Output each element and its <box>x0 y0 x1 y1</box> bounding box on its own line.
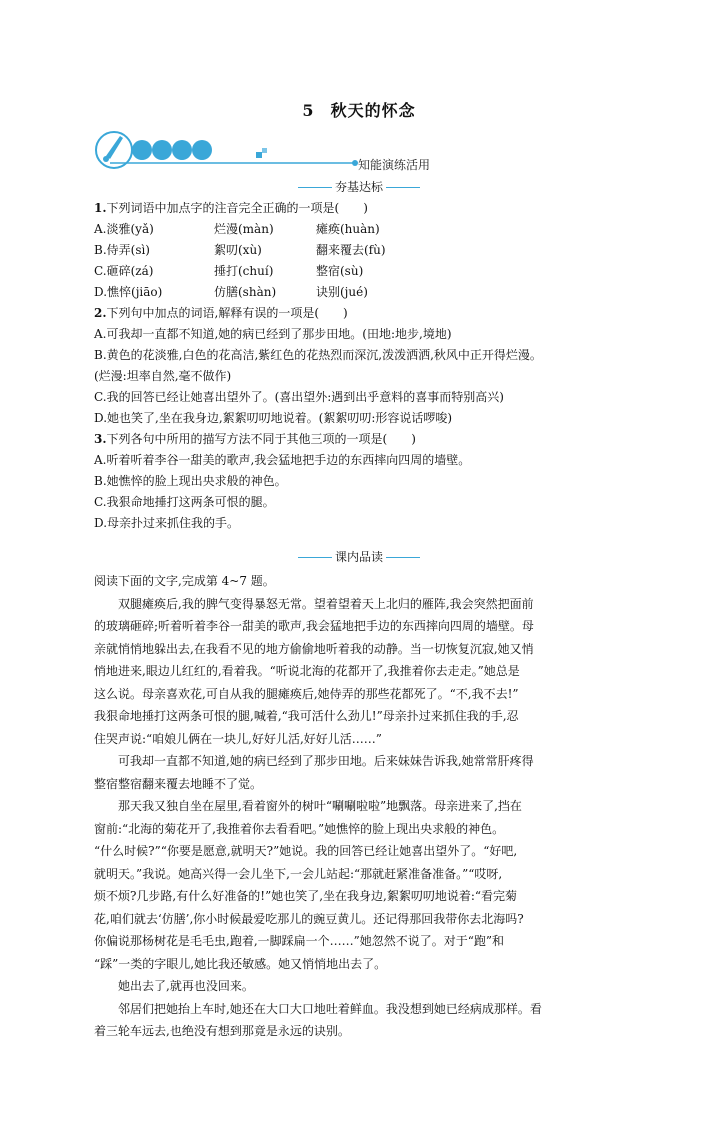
option-cell: 诀别(jué) <box>316 285 368 299</box>
page-title <box>0 98 718 121</box>
reading-intro: 阅读下面的文字,完成第 4~7 题。 <box>94 574 275 588</box>
option-cell: 整宿(sù) <box>316 264 364 278</box>
option-cell: 瘫痪(huàn) <box>316 222 380 236</box>
question-block <box>94 198 634 534</box>
question-2-option: A.可我却一直都不知道,她的病已经到了那步田地。(田地:地步,境地) <box>94 327 452 341</box>
option-cell: C.砸碎(zá) <box>94 264 154 278</box>
reading-passage <box>94 570 634 1043</box>
passage-line: 邻居们把她抬上车时,她还在大口大口地吐着鲜血。我没想到她已经病成那样。看 <box>118 1001 542 1016</box>
passage-line: 的玻璃砸碎;听着听着李谷一甜美的歌声,我会猛地把手边的东西摔向四周的墙壁。母 <box>94 619 534 633</box>
option-cell: B.侍弄(sì) <box>94 243 150 257</box>
question-3-option: B.她憔悴的脸上现出央求般的神色。 <box>94 474 287 488</box>
question-2-option: B.黄色的花淡雅,白色的花高洁,紫红色的花热烈而深沉,泼泼洒洒,秋风中正开得烂漫。 <box>94 348 542 362</box>
question-3-option: C.我狠命地捶打这两条可恨的腿。 <box>94 495 275 509</box>
question-3-stem: 3.下列各句中所用的描写方法不同于其他三项的一项是( ) <box>94 432 416 446</box>
question-2-option: (烂漫:坦率自然,毫不做作) <box>94 369 232 383</box>
passage-line: 亲就悄悄地躲出去,在我看不见的地方偷偷地听着我的动静。当一切恢复沉寂,她又悄 <box>94 641 534 656</box>
passage-line: 着三轮车远去,也绝没有想到那竟是永远的诀别。 <box>94 1024 350 1038</box>
passage-line: 双腿瘫痪后,我的脾气变得暴怒无常。望着望着天上北归的雁阵,我会突然把面前 <box>118 596 534 611</box>
passage-line: 窗前:“北海的菊花开了,我推着你去看看吧。”她憔悴的脸上现出央求般的神色。 <box>94 821 505 836</box>
passage-line: 整宿整宿翻来覆去地睡不了觉。 <box>94 776 263 791</box>
question-2-stem: 2.下列句中加点的词语,解释有误的一项是( ) <box>94 306 348 320</box>
section-heading-basic: 夯基达标 <box>0 178 718 195</box>
section-heading-reading: 课内品读 <box>0 548 718 565</box>
lesson-title: 秋天的怀念 <box>330 101 416 120</box>
passage-line: 这么说。母亲喜欢花,可自从我的腿瘫痪后,她侍弄的那些花都死了。“不,我不去!” <box>94 686 519 701</box>
lesson-number: 5 <box>302 101 315 120</box>
passage-line: 我狠命地捶打这两条可恨的腿,喊着,“我可活什么劲儿!”母亲扑过来抓住我的手,忍 <box>94 709 519 723</box>
banner-label: 知能演练活用 <box>358 158 431 172</box>
option-cell: 烂漫(màn) <box>214 222 274 236</box>
question-3-option: A.听着听着李谷一甜美的歌声,我会猛地把手边的东西摔向四周的墙壁。 <box>94 453 471 467</box>
passage-line: 你偏说那杨树花是毛毛虫,跑着,一脚踩扁一个……”她忽然不说了。对于“跑”和 <box>94 934 505 948</box>
passage-line: 住哭声说:“咱娘儿俩在一块儿,好好儿活,好好儿活……” <box>94 731 382 746</box>
passage-line: 花,咱们就去‘仿膳’,你小时候最爱吃那儿的豌豆黄儿。还记得那回我带你去北海吗? <box>94 911 524 926</box>
question-3-option: D.母亲扑过来抓住我的手。 <box>94 516 240 530</box>
passage-line: 可我却一直都不知道,她的病已经到了那步田地。后来妹妹告诉我,她常常肝疼得 <box>118 754 534 768</box>
question-1-stem: 1.下列词语中加点字的注音完全正确的一项是( ) <box>94 201 368 215</box>
option-cell: 絮叨(xù) <box>214 243 262 257</box>
question-2-option: D.她也笑了,坐在我身边,絮絮叨叨地说着。(絮絮叨叨:形容说话啰唆) <box>94 411 453 425</box>
passage-line: “踩”一类的字眼儿,她比我还敏感。她又悄悄地出去了。 <box>94 956 387 971</box>
option-cell: A.淡雅(yǎ) <box>94 222 154 236</box>
passage-line: 就明天。”我说。她高兴得一会儿坐下,一会儿站起:“那就赶紧准备准备。”“哎呀, <box>94 866 503 881</box>
passage-line: 她出去了,就再也没回来。 <box>118 979 254 993</box>
option-cell: 翻来覆去(fù) <box>316 243 386 257</box>
passage-line: 悄地进来,眼边儿红红的,看着我。“听说北海的花都开了,我推着你去走走。”她总是 <box>94 664 520 678</box>
question-1-options <box>94 219 634 303</box>
passage-line: “什么时候?”“你要是愿意,就明天?”她说。我的回答已经让她喜出望外了。“好吧, <box>94 844 518 858</box>
passage-line: 那天我又独自坐在屋里,看着窗外的树叶“唰唰啦啦”地飘落。母亲进来了,挡在 <box>118 799 522 813</box>
option-cell: 捶打(chuí) <box>214 264 274 278</box>
question-2-option: C.我的回答已经让她喜出望外了。(喜出望外:遇到出乎意料的喜事而特别高兴) <box>94 390 504 404</box>
option-cell: 仿膳(shàn) <box>214 285 277 299</box>
option-cell: D.憔悴(jiāo) <box>94 285 163 299</box>
passage-line: 烦不烦?几步路,有什么好准备的!”她也笑了,坐在我身边,絮絮叨叨地说着:“看完菊 <box>94 889 518 903</box>
